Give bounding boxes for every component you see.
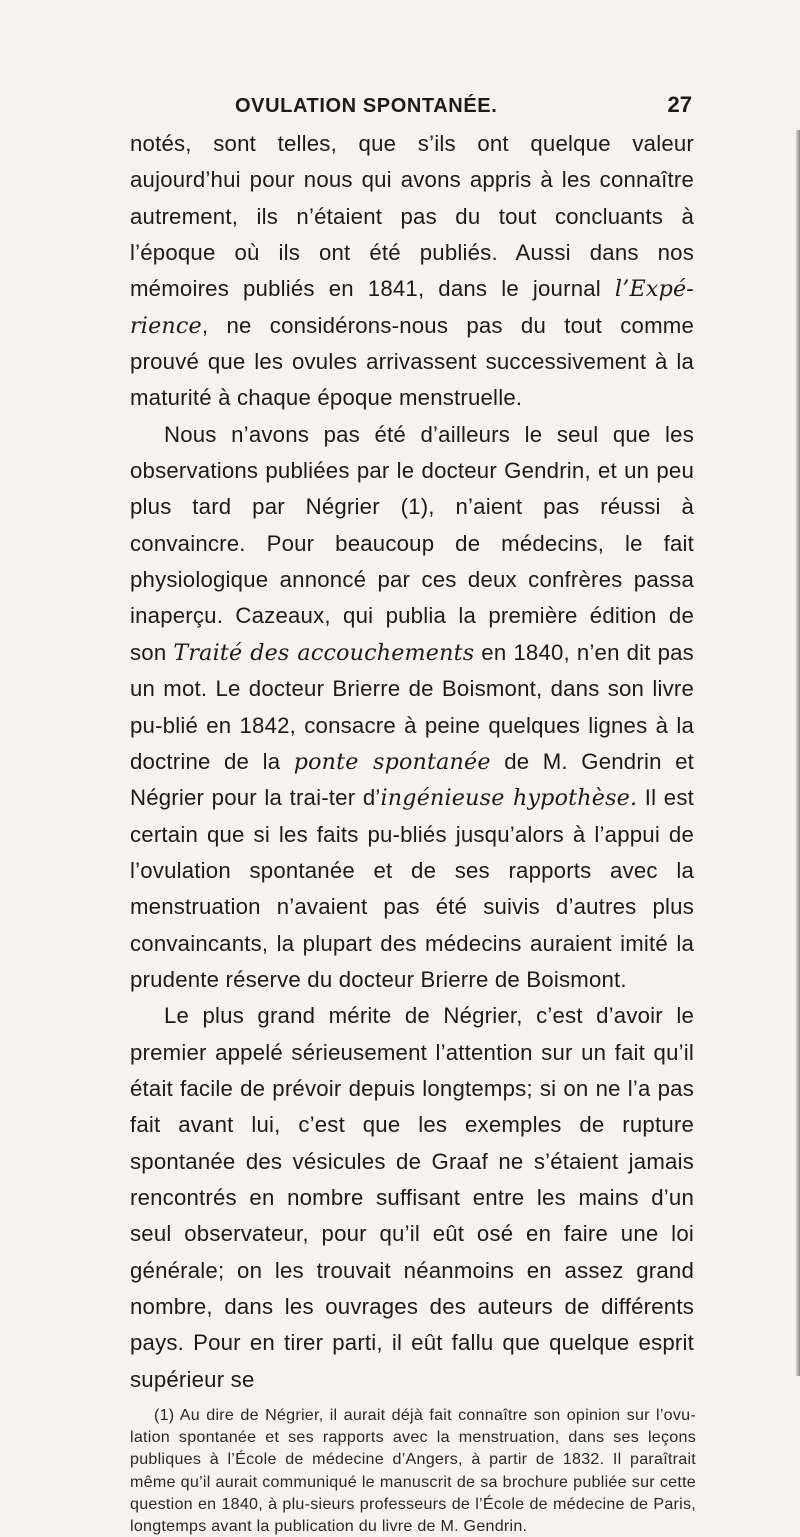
running-header: [130, 92, 692, 118]
paragraph-2: [130, 417, 694, 999]
paragraph-1: [130, 126, 694, 417]
running-title: OVULATION SPONTANÉE.: [235, 95, 498, 117]
ponte-spontanee-italic: ponte spontanée: [293, 748, 491, 775]
body-text: [130, 126, 694, 1398]
journal-title-italic: l’Expé-rience: [130, 276, 694, 339]
paragraph-2-text-3: de M. Gendrin et Négrier pour la trai-ter d’: [130, 748, 694, 811]
paragraph-1-text-2: , ne considérons-nous pas du tout comme prouvé que les ovules arrivassent successivement à la maturité à chaque époque menstruelle.: [130, 312, 694, 411]
footnote: (1) Au dire de Négrier, il aurait déjà fait connaître son opinion sur l’ovu-lation spontanée et ses rapports avec la menstruation, dans ses leçons publiques à l’École de médecine d’Angers, à partir de 1832. Il paraîtrait même qu’il aurait communiqué le manuscrit de sa brochure publiée sur cette question en 1840, à plu-sieurs professeurs de l’École de médecine de Paris, longtemps avant la publication du livre de M. Gendrin.: [130, 1406, 696, 1536]
paragraph-2-text-1: Nous n’avons pas été d’ailleurs le seul que les observations publiées par le docteur Gendrin, et un peu plus tard par Négrier (1), n’aient pas réussi à convaincre. Pour beaucoup de médecins, le fait physiologique annoncé par ces deux confrères passa inaperçu. Cazeaux, qui publia la première édition de son: [130, 421, 694, 665]
book-title-italic: Traité des accouchements: [173, 639, 475, 666]
paragraph-2-text-2: en 1840, n’en dit pas un mot. Le docteur Brierre de Boismont, dans son livre pu-blié en 1842, consacre à peine quelques lignes à la doctrine de la: [130, 639, 694, 774]
paragraph-3: [130, 998, 694, 1398]
hypothese-italic: ingénieuse hypothèse.: [380, 785, 638, 812]
paragraph-3-text-1: Le plus grand mérite de Négrier, c’est d’avoir le premier appelé sérieusement l’attention sur un fait qu’il était facile de prévoir depuis longtemps; si on ne l’a pas fait avant lui, c’est que les exemples de rupture spontanée des vésicules de Graaf ne s’étaient jamais rencontrés en nombre suffisant entre les mains d’un seul observateur, pour qu’il eût osé en faire une loi générale; on les trouvait néanmoins en assez grand nombre, dans les ouvrages des auteurs de différents pays. Pour en tirer parti, il eût fallu que quelque esprit supérieur se: [130, 1003, 694, 1392]
paragraph-1-text-1: notés, sont telles, que s’ils ont quelque valeur aujourd’hui pour nous qui avons appris à les connaître autrement, ils n’étaient pas du tout concluants à l’époque où ils ont été publiés. Aussi dans nos mémoires publiés en 1841, dans le journal: [130, 131, 694, 302]
page-edge-shadow: [796, 130, 800, 1376]
page-number: 27: [667, 92, 692, 117]
paragraph-2-text-4: Il est certain que si les faits pu-bliés jusqu’alors à l’appui de l’ovulation spontanée et de ses rapports avec la menstruation n’avaient pas été suivis d’autres plus convaincants, la plupart des médecins auraient imité la prudente réserve du docteur Brierre de Boismont.: [130, 785, 694, 992]
